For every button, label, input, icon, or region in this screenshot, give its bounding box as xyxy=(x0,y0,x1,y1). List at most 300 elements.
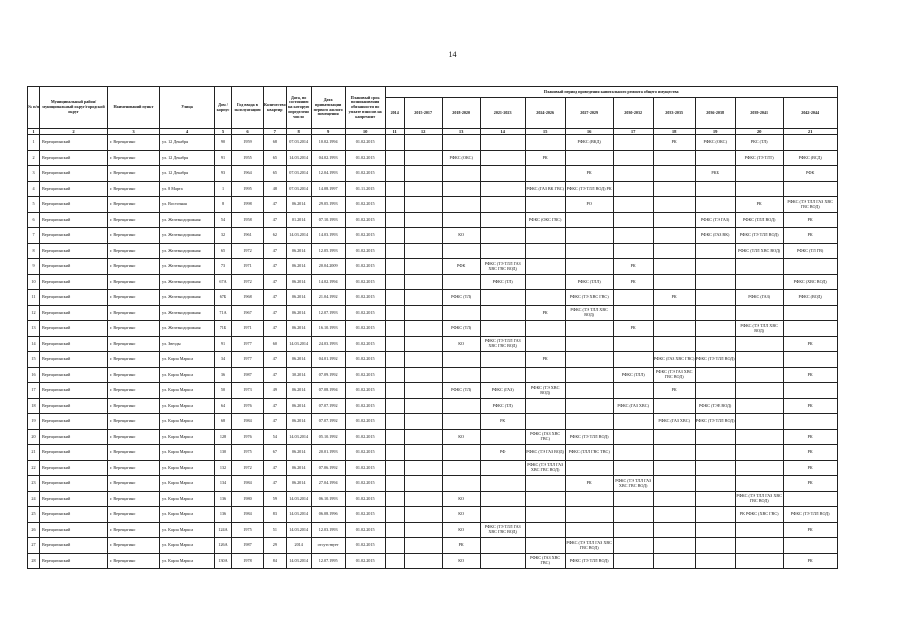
house-cell: 34 xyxy=(215,352,232,368)
municipality-cell: Верещагинский xyxy=(40,181,108,197)
period-cell xyxy=(385,166,404,182)
period-cell xyxy=(783,352,837,368)
period-cell: РФКС (ГАЗ ХВС) xyxy=(613,398,653,414)
period-cell xyxy=(565,460,613,476)
period-cell xyxy=(783,305,837,321)
period-cell: РФК xyxy=(442,259,480,275)
date-included-cell: 14.03.2014 xyxy=(286,429,311,445)
period-cell xyxy=(653,476,695,492)
period-cell xyxy=(735,181,783,197)
column-number: 6 xyxy=(232,129,264,135)
header-period: 2024-2026 xyxy=(525,98,565,129)
privatization-cell: 20.04.2009 xyxy=(311,259,345,275)
period-cell xyxy=(525,476,565,492)
period-cell xyxy=(695,491,735,507)
period-cell: РФКС (ТЛЛ) xyxy=(613,367,653,383)
period-cell: РФКС (ТЛЛ ХВС ВОД) xyxy=(735,243,783,259)
period-cell: РФКС (ВСД) xyxy=(783,150,837,166)
apartments-cell: 47 xyxy=(264,398,287,414)
street-cell: ул. Железнодорожная xyxy=(160,212,215,228)
period-cell: РФКС (ТЛ) xyxy=(442,321,480,337)
street-cell: ул. 12 Декабря xyxy=(160,166,215,182)
row-number: 4 xyxy=(28,181,40,197)
column-number: 18 xyxy=(653,129,695,135)
apartments-cell: 51 xyxy=(264,522,287,538)
period-cell xyxy=(613,336,653,352)
street-cell: ул. Железнодорожная xyxy=(160,228,215,244)
period-cell: КО xyxy=(442,491,480,507)
period-cell xyxy=(613,212,653,228)
period-cell xyxy=(735,522,783,538)
period-cell xyxy=(613,445,653,461)
deadline-cell: 01.02.2015 xyxy=(345,367,385,383)
header-period: 2021-2023 xyxy=(480,98,525,129)
privatization-cell: 06.08.1996 xyxy=(311,507,345,523)
period-cell xyxy=(695,259,735,275)
house-cell: 130 xyxy=(215,445,232,461)
date-included-cell: 14.03.2014 xyxy=(286,522,311,538)
period-cell xyxy=(480,553,525,569)
municipality-cell: Верещагинский xyxy=(40,336,108,352)
apartments-cell: 62 xyxy=(264,228,287,244)
period-cell xyxy=(385,135,404,151)
deadline-cell: 01.02.2015 xyxy=(345,398,385,414)
apartments-cell: 54 xyxy=(264,429,287,445)
privatization-cell: 07.06.1992 xyxy=(311,460,345,476)
period-cell xyxy=(735,538,783,554)
period-cell xyxy=(565,352,613,368)
year-built-cell: 1977 xyxy=(232,336,264,352)
header-period: 2036-2038 xyxy=(695,98,735,129)
table-row xyxy=(28,553,838,569)
settlement-cell: г. Верещагино xyxy=(108,181,160,197)
period-cell xyxy=(735,352,783,368)
period-cell xyxy=(653,228,695,244)
apartments-cell: 60 xyxy=(264,336,287,352)
year-built-cell: 1972 xyxy=(232,274,264,290)
row-number: 14 xyxy=(28,336,40,352)
period-cell xyxy=(525,538,565,554)
settlement-cell: г. Верещагино xyxy=(108,507,160,523)
date-included-cell: 14.03.2014 xyxy=(286,507,311,523)
header-period: 2030-2032 xyxy=(613,98,653,129)
period-cell xyxy=(783,414,837,430)
period-cell: РФКС (ТЛ) xyxy=(442,383,480,399)
period-cell xyxy=(404,383,442,399)
period-cell xyxy=(695,290,735,306)
header-date-included: Дата, по состоянию на которую определено число xyxy=(286,87,311,129)
apartments-cell: 65 xyxy=(264,150,287,166)
header-no: № п/п xyxy=(28,87,40,129)
period-cell xyxy=(480,352,525,368)
period-cell xyxy=(695,243,735,259)
period-cell xyxy=(385,243,404,259)
period-cell xyxy=(695,150,735,166)
period-cell xyxy=(385,522,404,538)
apartments-cell: 47 xyxy=(264,367,287,383)
period-cell: РФКС (ГАЗ ХВС) xyxy=(653,414,695,430)
year-built-cell: 1972 xyxy=(232,460,264,476)
table-row xyxy=(28,290,838,306)
apartments-cell: 47 xyxy=(264,290,287,306)
period-cell: РК xyxy=(525,150,565,166)
column-number: 16 xyxy=(565,129,613,135)
period-cell xyxy=(385,414,404,430)
period-cell: РФКС (ТЭ ТЛЛ ГАЗ ХВС ГВС ВОД) xyxy=(613,476,653,492)
row-number: 3 xyxy=(28,166,40,182)
date-included-cell: 06.2014 xyxy=(286,383,311,399)
table-row xyxy=(28,259,838,275)
year-built-cell: 1984 xyxy=(232,507,264,523)
period-cell xyxy=(385,181,404,197)
table-row xyxy=(28,414,838,430)
period-cell xyxy=(613,491,653,507)
period-cell: РК xyxy=(783,522,837,538)
house-cell: 124А xyxy=(215,522,232,538)
period-cell xyxy=(525,336,565,352)
period-cell xyxy=(404,507,442,523)
period-cell xyxy=(385,150,404,166)
header-period: 2033-2035 xyxy=(653,98,695,129)
period-cell xyxy=(565,522,613,538)
municipality-cell: Верещагинский xyxy=(40,429,108,445)
period-cell xyxy=(442,212,480,228)
period-cell xyxy=(442,243,480,259)
house-cell: 67Б xyxy=(215,290,232,306)
table-row xyxy=(28,429,838,445)
table-row xyxy=(28,398,838,414)
period-cell xyxy=(565,212,613,228)
column-number: 20 xyxy=(735,129,783,135)
row-number: 13 xyxy=(28,321,40,337)
year-built-cell: 1984 xyxy=(232,476,264,492)
period-cell: РФКС (ТЭ ТЛЛ ГАЗ ХВС ГВС ВОД) xyxy=(565,538,613,554)
period-cell xyxy=(480,460,525,476)
period-cell xyxy=(442,305,480,321)
column-number: 3 xyxy=(108,129,160,135)
header-period: 2014 xyxy=(385,98,404,129)
column-number: 9 xyxy=(311,129,345,135)
apartments-cell: 29 xyxy=(264,538,287,554)
period-cell xyxy=(653,491,695,507)
table-row xyxy=(28,150,838,166)
settlement-cell: г. Верещагино xyxy=(108,367,160,383)
settlement-cell: г. Верещагино xyxy=(108,274,160,290)
street-cell: ул. Карла Маркса xyxy=(160,460,215,476)
period-cell xyxy=(653,212,695,228)
period-cell: РК xyxy=(783,228,837,244)
period-cell: РФКС (ОКС ГВС) xyxy=(525,212,565,228)
period-cell xyxy=(613,181,653,197)
period-cell xyxy=(385,197,404,213)
municipality-cell: Верещагинский xyxy=(40,507,108,523)
apartments-cell: 67 xyxy=(264,445,287,461)
period-cell xyxy=(442,476,480,492)
header-period: 2018-2020 xyxy=(442,98,480,129)
period-cell xyxy=(385,321,404,337)
municipality-cell: Верещагинский xyxy=(40,383,108,399)
period-cell: РФКС (ТЛ) xyxy=(480,274,525,290)
header-deadline: Плановый срок возникновения обязанности по уплате взносов на капремонт xyxy=(345,87,385,129)
settlement-cell: г. Верещагино xyxy=(108,383,160,399)
privatization-cell: 27.04.1994 xyxy=(311,476,345,492)
street-cell: ул. Карла Маркса xyxy=(160,398,215,414)
period-cell xyxy=(735,305,783,321)
table-row xyxy=(28,135,838,151)
date-included-cell: 06.2014 xyxy=(286,305,311,321)
period-cell xyxy=(525,491,565,507)
period-cell xyxy=(653,321,695,337)
period-cell xyxy=(442,460,480,476)
header-period-group: Плановый период проведения капитального ремонта общего имущества xyxy=(385,87,837,98)
date-included-cell: 2014 xyxy=(286,538,311,554)
house-cell: 91 xyxy=(215,336,232,352)
period-cell xyxy=(613,197,653,213)
privatization-cell: 12.03.1993 xyxy=(311,522,345,538)
date-included-cell: 06.2014 xyxy=(286,290,311,306)
period-cell xyxy=(735,445,783,461)
period-cell: РФКС (ГАЗ) xyxy=(480,383,525,399)
date-included-cell: 14.03.2014 xyxy=(286,491,311,507)
capital-repair-table xyxy=(27,86,838,569)
period-cell: РК xyxy=(783,212,837,228)
period-cell xyxy=(404,135,442,151)
page-number: 14 xyxy=(448,50,457,59)
settlement-cell: г. Верещагино xyxy=(108,228,160,244)
period-cell xyxy=(385,460,404,476)
period-cell xyxy=(404,305,442,321)
house-cell: 136 xyxy=(215,491,232,507)
municipality-cell: Верещагинский xyxy=(40,460,108,476)
street-cell: ул. 12 Декабря xyxy=(160,135,215,151)
period-cell: РФКС (ТЭ ХВС ГВС) xyxy=(565,290,613,306)
apartments-cell: 47 xyxy=(264,259,287,275)
period-cell xyxy=(735,367,783,383)
period-cell xyxy=(695,305,735,321)
column-number: 5 xyxy=(215,129,232,135)
house-cell: 132 xyxy=(215,460,232,476)
period-cell xyxy=(613,228,653,244)
period-cell xyxy=(404,243,442,259)
period-cell: РФКС (ОКС) xyxy=(442,150,480,166)
municipality-cell: Верещагинский xyxy=(40,553,108,569)
period-cell xyxy=(783,135,837,151)
period-cell xyxy=(385,383,404,399)
privatization-cell: 24.03.1993 xyxy=(311,336,345,352)
period-cell xyxy=(385,336,404,352)
period-cell xyxy=(653,305,695,321)
header-period: 2027-2029 xyxy=(565,98,613,129)
year-built-cell: 1977 xyxy=(232,352,264,368)
date-included-cell: 07.03.2014 xyxy=(286,166,311,182)
period-cell xyxy=(385,352,404,368)
period-cell xyxy=(385,305,404,321)
row-number: 15 xyxy=(28,352,40,368)
privatization-cell: 21.04.1992 xyxy=(311,290,345,306)
period-cell xyxy=(442,445,480,461)
row-number: 22 xyxy=(28,460,40,476)
privatization-cell: 06.10.1993 xyxy=(311,491,345,507)
column-number: 14 xyxy=(480,129,525,135)
column-number: 11 xyxy=(385,129,404,135)
period-cell xyxy=(480,367,525,383)
deadline-cell: 01.02.2015 xyxy=(345,197,385,213)
period-cell xyxy=(735,476,783,492)
period-cell: РК xyxy=(783,553,837,569)
period-cell: РФКС (ТЭ ТЛЛ ГАЗ ХВС ГВС ВОД) xyxy=(480,336,525,352)
house-cell: 67А xyxy=(215,274,232,290)
house-cell: 8 xyxy=(215,197,232,213)
municipality-cell: Верещагинский xyxy=(40,212,108,228)
column-number: 19 xyxy=(695,129,735,135)
column-number: 2 xyxy=(40,129,108,135)
period-cell xyxy=(565,228,613,244)
date-included-cell: 14.03.2014 xyxy=(286,553,311,569)
table-row xyxy=(28,305,838,321)
period-cell: РФКС (ТЭ ТЛЛ ГАЗ ХВС ГВС ВОД) xyxy=(480,522,525,538)
municipality-cell: Верещагинский xyxy=(40,228,108,244)
apartments-cell: 47 xyxy=(264,212,287,228)
period-cell: КО xyxy=(442,553,480,569)
period-cell xyxy=(565,414,613,430)
period-cell xyxy=(695,538,735,554)
period-cell xyxy=(695,522,735,538)
municipality-cell: Верещагинский xyxy=(40,491,108,507)
header-period: 2015-2017 xyxy=(404,98,442,129)
period-cell xyxy=(480,305,525,321)
column-number: 4 xyxy=(160,129,215,135)
period-cell xyxy=(695,476,735,492)
settlement-cell: г. Верещагино xyxy=(108,553,160,569)
street-cell: ул. Карла Маркса xyxy=(160,383,215,399)
row-number: 25 xyxy=(28,507,40,523)
header-period: 2039-2041 xyxy=(735,98,783,129)
row-number: 5 xyxy=(28,197,40,213)
period-cell xyxy=(404,522,442,538)
privatization-cell: 14.08.1997 xyxy=(311,181,345,197)
settlement-cell: г. Верещагино xyxy=(108,243,160,259)
apartments-cell: 48 xyxy=(264,181,287,197)
deadline-cell: 01.02.2015 xyxy=(345,150,385,166)
period-cell xyxy=(783,321,837,337)
period-cell xyxy=(613,414,653,430)
privatization-cell: 12.05.1993 xyxy=(311,243,345,259)
house-cell: 91 xyxy=(215,150,232,166)
period-cell xyxy=(480,228,525,244)
period-cell xyxy=(404,321,442,337)
municipality-cell: Верещагинский xyxy=(40,150,108,166)
street-cell: ул. Карла Маркса xyxy=(160,445,215,461)
period-cell: КО xyxy=(442,429,480,445)
period-cell xyxy=(385,367,404,383)
settlement-cell: г. Верещагино xyxy=(108,135,160,151)
privatization-cell: 04.02.1993 xyxy=(311,150,345,166)
period-cell xyxy=(653,538,695,554)
privatization-cell: 05.10.1992 xyxy=(311,429,345,445)
period-cell: РФКС (ТЭ ТЛЛ ВОД) xyxy=(783,507,837,523)
apartments-cell: 47 xyxy=(264,243,287,259)
year-built-cell: 1984 xyxy=(232,414,264,430)
street-cell: ул. Карла Маркса xyxy=(160,429,215,445)
deadline-cell: 01.02.2015 xyxy=(345,243,385,259)
column-number: 21 xyxy=(783,129,837,135)
period-cell: РФКС (ТЛ) xyxy=(480,398,525,414)
deadline-cell: 01.11.2015 xyxy=(345,181,385,197)
table-row xyxy=(28,460,838,476)
period-cell: РФКС (ТЭ ТЛЛ ВОД) xyxy=(695,414,735,430)
period-cell xyxy=(613,166,653,182)
settlement-cell: г. Верещагино xyxy=(108,445,160,461)
table-row xyxy=(28,274,838,290)
period-cell xyxy=(385,398,404,414)
column-number: 13 xyxy=(442,129,480,135)
period-cell xyxy=(480,429,525,445)
period-cell xyxy=(404,166,442,182)
municipality-cell: Верещагинский xyxy=(40,398,108,414)
deadline-cell: 01.02.2015 xyxy=(345,352,385,368)
house-cell: 68 xyxy=(215,414,232,430)
period-cell: РФКС (ТЛ) xyxy=(442,290,480,306)
row-number: 8 xyxy=(28,243,40,259)
deadline-cell: 01.02.2015 xyxy=(345,290,385,306)
settlement-cell: г. Верещагино xyxy=(108,476,160,492)
house-cell: 71А xyxy=(215,305,232,321)
settlement-cell: г. Верещагино xyxy=(108,352,160,368)
house-cell: 50 xyxy=(215,383,232,399)
apartments-cell: 47 xyxy=(264,460,287,476)
date-included-cell: 06.2014 xyxy=(286,476,311,492)
privatization-cell: 29.05.1993 xyxy=(311,197,345,213)
period-cell xyxy=(783,538,837,554)
period-cell xyxy=(695,274,735,290)
period-cell: РФКС (ВКД) xyxy=(565,135,613,151)
period-cell: РФКС (ТЛЛ ГВС ТВС) xyxy=(565,445,613,461)
period-cell xyxy=(613,429,653,445)
period-cell: РК xyxy=(783,398,837,414)
period-cell: РК xyxy=(480,414,525,430)
period-cell xyxy=(783,383,837,399)
apartments-cell: 47 xyxy=(264,352,287,368)
date-included-cell: 30.2014 xyxy=(286,367,311,383)
period-cell xyxy=(442,181,480,197)
period-cell xyxy=(695,445,735,461)
period-cell xyxy=(613,507,653,523)
privatization-cell: отсутствует xyxy=(311,538,345,554)
apartments-cell: 47 xyxy=(264,305,287,321)
period-cell xyxy=(480,243,525,259)
row-number: 27 xyxy=(28,538,40,554)
row-number: 7 xyxy=(28,228,40,244)
period-cell: РФКС (ТЭ ТЛЛ ГАЗ ХВС ГВС ВОД) xyxy=(783,197,837,213)
table-row xyxy=(28,367,838,383)
year-built-cell: 1961 xyxy=(232,228,264,244)
period-cell xyxy=(525,367,565,383)
date-included-cell: 06.2014 xyxy=(286,243,311,259)
street-cell: ул. Карла Маркса xyxy=(160,522,215,538)
period-cell xyxy=(480,290,525,306)
period-cell xyxy=(442,398,480,414)
deadline-cell: 01.02.2015 xyxy=(345,507,385,523)
deadline-cell: 01.02.2015 xyxy=(345,336,385,352)
period-cell: РФКС (ТЭ ХВС ВОД) xyxy=(525,383,565,399)
street-cell: ул. Карла Маркса xyxy=(160,507,215,523)
settlement-cell: г. Верещагино xyxy=(108,197,160,213)
period-cell xyxy=(404,274,442,290)
privatization-cell: 16.10.1993 xyxy=(311,321,345,337)
period-cell: РФКС (ТЭ ТЛЛ ВОД) РК xyxy=(565,181,613,197)
period-cell xyxy=(442,197,480,213)
apartments-cell: 47 xyxy=(264,414,287,430)
